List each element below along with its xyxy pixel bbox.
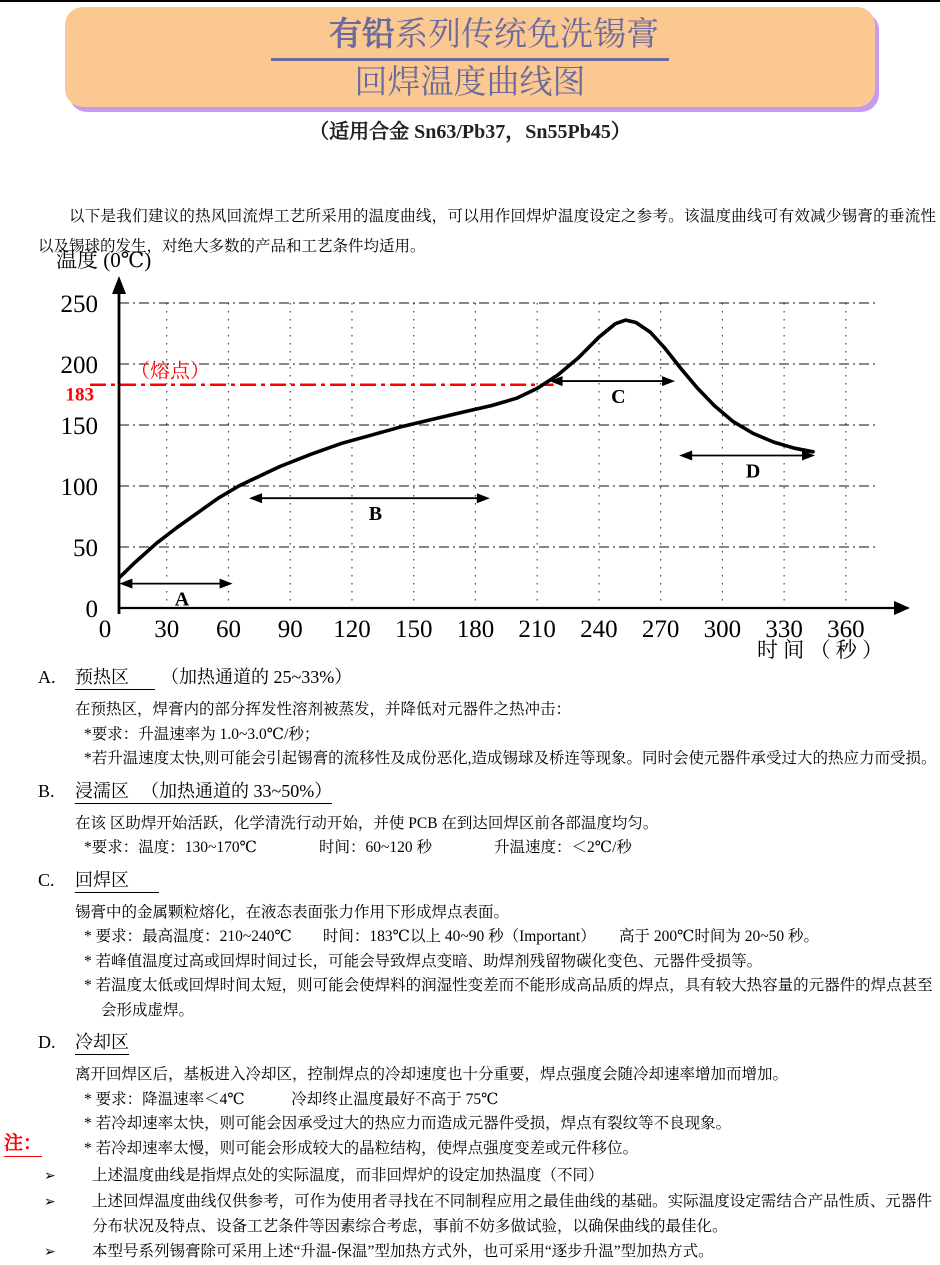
svg-text:120: 120: [333, 616, 371, 643]
svg-text:0: 0: [98, 616, 112, 643]
notes-label: 注：: [4, 1128, 42, 1157]
note-item: [44, 1189, 936, 1239]
svg-text:50: 50: [73, 535, 98, 562]
notes-block: [4, 1128, 936, 1265]
svg-text:360: 360: [827, 616, 865, 643]
svg-text:300: 300: [703, 616, 742, 643]
note-text: 上述温度曲线是指焊点处的实际温度，而非回焊炉的设定加热温度（不同）: [92, 1167, 604, 1184]
melting-point-line: [66, 360, 554, 406]
arrow-bullet-icon: ➢: [44, 1245, 56, 1260]
alloy-subtitle: （适用合金 Sn63/Pb37，Sn55Pb45）: [309, 121, 631, 143]
note-item: [44, 1239, 936, 1265]
section-heading: [38, 868, 938, 893]
section-line: * 若冷却速率太慢，则可能会形成较大的晶粒结构，使焊点强度变差或元件移位。: [84, 1139, 639, 1157]
svg-text:C: C: [611, 386, 626, 409]
section-note: （加热通道的 33~50%）: [141, 780, 333, 801]
note-item: [44, 1163, 936, 1189]
svg-text:B: B: [368, 503, 383, 526]
section-letter: C.: [38, 869, 55, 890]
document-title-line2: 回焊温度曲线图: [354, 65, 586, 101]
intro-paragraph: 以下是我们建议的热风回流焊工艺所采用的温度曲线，可以用作回焊炉温度设定之参考。该温度曲线可有效减少锡膏的垂流性以及锡球的发生，对绝大多数的产品和工艺条件均适用。: [38, 207, 936, 255]
section-line: 在该 区助焊开始活跃，化学清洗行动开始，并使 PCB 在到达回焊区前各部温度均匀。: [75, 814, 659, 832]
section-line: *若升温速度太快,则可能会引起锡膏的流移性及成份恶化,造成锡球及桥连等现象。同时会使元器件承受过大的热应力而受损。: [84, 750, 937, 767]
y-axis-title: 温度 (0℃): [56, 248, 152, 272]
section-line: 离开回焊区后，基板进入冷却区，控制焊点的冷却速度也十分重要，焊点强度会随冷却速率增加而增加。: [75, 1066, 789, 1083]
section-line: * 要求：降温速率＜4℃ 冷却终止温度最好不高于 75℃: [84, 1090, 499, 1108]
title-underline: [271, 13, 669, 61]
section-body: [38, 901, 938, 1024]
svg-text:90: 90: [277, 616, 303, 643]
svg-text:A: A: [174, 588, 190, 611]
svg-text:D: D: [745, 460, 761, 483]
temperature-curve: [119, 320, 813, 577]
section-reflow: [38, 868, 938, 1024]
section-heading: [38, 665, 938, 690]
svg-text:250: 250: [60, 291, 98, 318]
section-letter: B.: [38, 780, 55, 801]
svg-text:150: 150: [60, 413, 98, 440]
zone-D: [679, 451, 815, 483]
svg-text:150: 150: [394, 616, 433, 643]
section-line: * 若冷却速率太快，则可能会因承受过大的热应力而造成元器件受损，焊点有裂纹等不良现象。: [84, 1115, 732, 1132]
svg-text:210: 210: [518, 616, 556, 643]
svg-text:60: 60: [215, 616, 241, 643]
section-title-underline: [75, 781, 332, 804]
section-letter: A.: [38, 667, 56, 687]
section-line: 锡膏中的金属颗粒熔化，在液态表面张力作用下形成焊点表面。: [75, 903, 510, 921]
svg-text:30: 30: [154, 616, 180, 643]
section-title: 冷却区: [75, 1032, 129, 1055]
melting-point-value: 183: [65, 384, 94, 406]
arrow-bullet-icon: ➢: [44, 1169, 56, 1184]
zone-C: [550, 376, 676, 408]
section-line: *要求：升温速率为 1.0~3.0℃/秒；: [84, 725, 320, 743]
section-preheat: [38, 665, 938, 772]
section-line: * 若温度太低或回焊时间太短，则可能会使焊料的润湿性变差而不能形成高品质的焊点，具有较大热容量的元器件的焊点甚至会形成虚焊。: [84, 977, 933, 1019]
section-letter: D.: [38, 1032, 56, 1052]
section-heading: [38, 779, 938, 804]
svg-text:100: 100: [60, 474, 98, 501]
section-line: * 若峰值温度过高或回焊时间过长，可能会导致焊点变暗、助焊剂残留物碳化变色、元器件受损等。: [84, 952, 763, 970]
section-body: [38, 812, 938, 861]
section-soak: [38, 779, 938, 861]
title-series-name: 有铅: [329, 17, 395, 53]
section-title: 浸濡区: [75, 780, 129, 801]
note-text: 上述回焊温度曲线仅供参考，可作为使用者寻找在不同制程应用之最佳曲线的基础。实际温度设定需结合产品性质、元器件分布状况及特点、设备工艺条件等因素综合考虑，事前不妨多做试验，以确保曲线的最佳化。: [92, 1193, 932, 1235]
arrow-bullet-icon: ➢: [44, 1195, 56, 1210]
section-line: * 要求：最高温度：210~240℃ 时间：183℃以上 40~90 秒（Important） 高于 200℃时间为 20~50 秒。: [84, 928, 820, 945]
zone-sections: [38, 658, 938, 1161]
note-text: 本型号系列锡膏除可采用上述“升温-保温”型加热方式外，也可采用“逐步升温”型加热方式。: [92, 1243, 714, 1260]
svg-text:200: 200: [60, 352, 98, 379]
melting-point-label: （熔点）: [130, 360, 210, 383]
title-series-rest: 系列传统免洗锡膏: [395, 17, 659, 53]
chart-svg: [50, 240, 940, 660]
title-banner: [65, 7, 875, 107]
svg-text:240: 240: [580, 616, 618, 643]
document-title-line1: [65, 13, 875, 61]
svg-text:330: 330: [765, 616, 803, 643]
section-title: 预热区: [75, 667, 155, 690]
svg-text:270: 270: [641, 616, 680, 643]
section-heading: [38, 1030, 938, 1055]
zone-A: [119, 579, 232, 611]
section-line: *要求：温度：130~170℃ 时间：60~120 秒 升温速度：＜2℃/秒: [84, 839, 632, 856]
section-body: [38, 698, 938, 772]
section-line: 在预热区，焊膏内的部分挥发性溶剂被蒸发，并降低对元器件之热冲击：: [75, 701, 572, 718]
page-top-rule: [0, 0, 940, 2]
svg-text:180: 180: [456, 616, 495, 643]
zone-B: [249, 493, 490, 525]
section-note: （加热通道的 25~33%）: [161, 667, 353, 687]
x-axis-title: 时 间 （ 秒 ）: [757, 638, 883, 660]
section-title: 回焊区: [75, 870, 159, 893]
svg-text:0: 0: [85, 596, 98, 623]
reflow-temperature-chart: [50, 240, 940, 660]
